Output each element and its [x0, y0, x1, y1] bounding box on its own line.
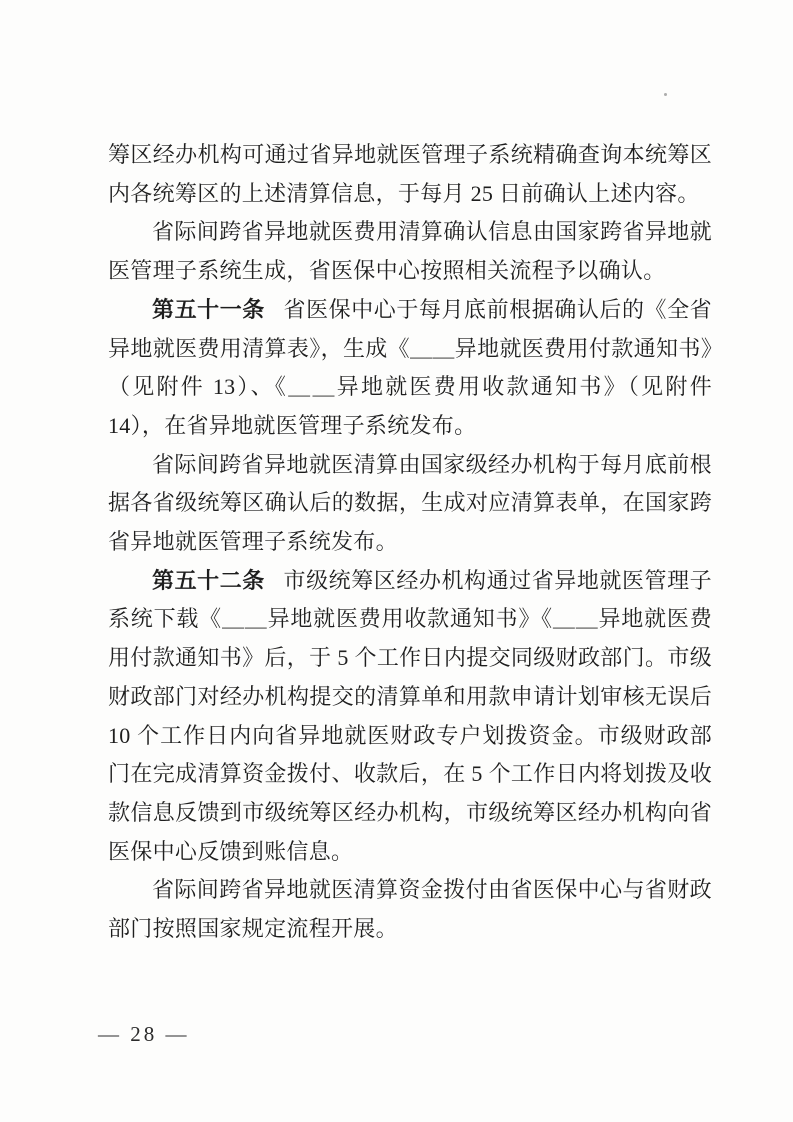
- page-number: — 28 —: [98, 1022, 190, 1046]
- article-number: 第五十一条: [152, 296, 265, 322]
- paragraph: 第五十二条 市级统筹区经办机构通过省异地就医管理子系统下载《＿＿异地就医费用收款通知书》《＿＿异地就医费用付款通知书》后，于 5 个工作日内提交同级财政部门。市级财政部门对经办机构提交的清算单和用款申请计划审核无误后 10 个工作日内向省异地就医财政专户划拨资金。市级财政部门在完成清算资金拨付、收款后，在 5 个工作日内将划拨及收款信息反馈到市级统筹区经办机构，市级统筹区经办机构向省医保中心反馈到账信息。: [108, 567, 712, 864]
- scan-artifact-dot: [664, 93, 667, 96]
- paragraph: 第五十一条 省医保中心于每月底前根据确认后的《全省异地就医费用清算表》，生成《＿＿异地就医费用付款通知书》（见附件 13）、《＿＿异地就医费用收款通知书》（见附件 14），在省异地就医管理子系统发布。: [108, 296, 712, 438]
- paragraph: 省际间跨省异地就医费用清算确认信息由国家跨省异地就医管理子系统生成，省医保中心按照相关流程予以确认。: [108, 219, 712, 284]
- document-body: [108, 136, 712, 949]
- paragraph: 省际间跨省异地就医清算资金拨付由省医保中心与省财政部门按照国家规定流程开展。: [108, 877, 712, 942]
- article-number: 第五十二条: [152, 567, 265, 593]
- paragraph: 省际间跨省异地就医清算由国家级经办机构于每月底前根据各省级统筹区确认后的数据，生成对应清算表单，在国家跨省异地就医管理子系统发布。: [108, 451, 712, 555]
- paragraph: 筹区经办机构可通过省异地就医管理子系统精确查询本统筹区内各统筹区的上述清算信息，于每月 25 日前确认上述内容。: [108, 142, 712, 206]
